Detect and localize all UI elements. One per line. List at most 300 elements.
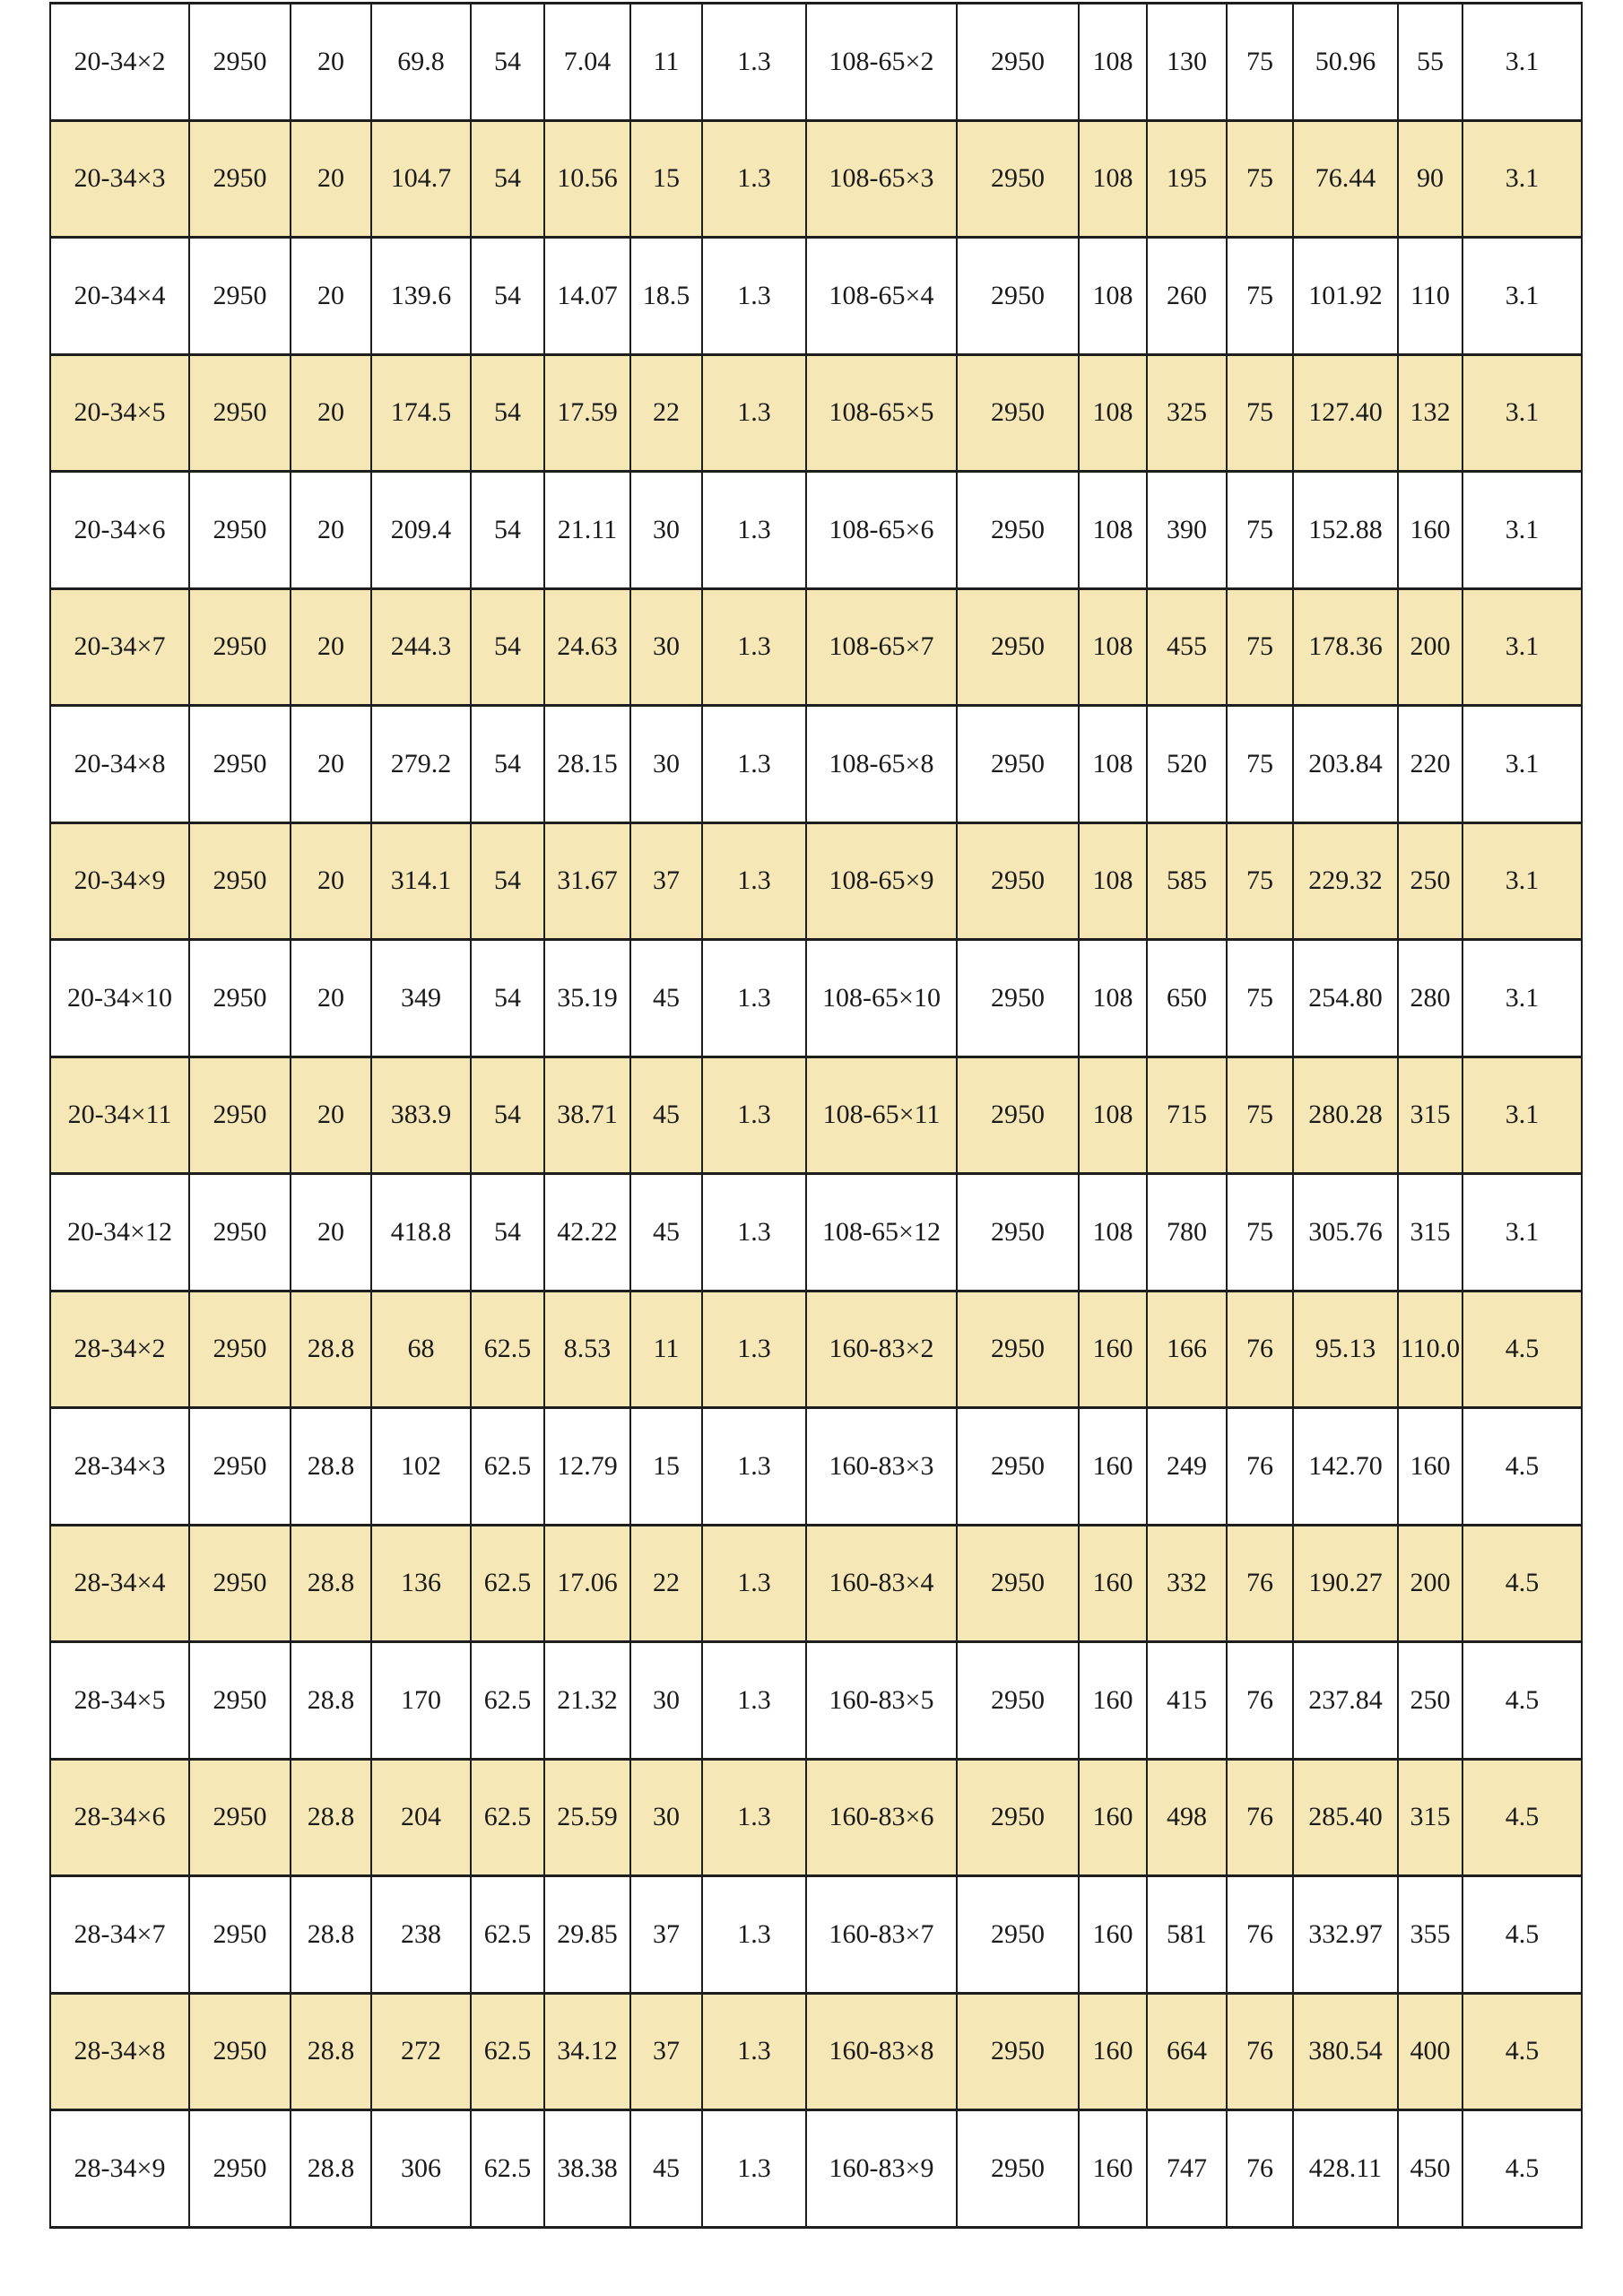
table-row [50,1993,1582,2110]
value-cell: 3.1 [1462,1057,1582,1174]
value-cell: 2950 [957,1174,1079,1292]
value-cell: 68 [371,1291,471,1408]
model-cell: 108-65×6 [806,472,957,589]
value-cell: 54 [471,706,544,823]
value-cell: 54 [471,472,544,589]
value-cell: 650 [1147,940,1227,1057]
value-cell: 30 [630,706,702,823]
value-cell: 400 [1398,1993,1462,2110]
value-cell: 50.96 [1293,4,1398,121]
model-cell: 160-83×2 [806,1291,957,1408]
table-row [50,472,1582,589]
value-cell: 209.4 [371,472,471,589]
model-cell: 108-65×11 [806,1057,957,1174]
value-cell: 17.59 [544,354,630,472]
value-cell: 28.15 [544,706,630,823]
value-cell: 62.5 [471,1993,544,2110]
value-cell: 62.5 [471,1291,544,1408]
model-cell: 28-34×7 [50,1876,189,1994]
value-cell: 75 [1227,120,1293,238]
value-cell: 130 [1147,4,1227,121]
value-cell: 136 [371,1525,471,1642]
value-cell: 1.3 [702,1759,806,1876]
value-cell: 76 [1227,1759,1293,1876]
value-cell: 142.70 [1293,1408,1398,1526]
value-cell: 20 [291,4,371,121]
value-cell: 2950 [189,1759,291,1876]
value-cell: 139.6 [371,238,471,355]
table-row [50,1525,1582,1642]
model-cell: 160-83×3 [806,1408,957,1526]
value-cell: 2950 [957,472,1079,589]
value-cell: 280 [1398,940,1462,1057]
value-cell: 315 [1398,1759,1462,1876]
model-cell: 20-34×9 [50,822,189,940]
value-cell: 2950 [189,1642,291,1760]
value-cell: 2950 [189,1876,291,1994]
value-cell: 520 [1147,706,1227,823]
value-cell: 3.1 [1462,588,1582,706]
value-cell: 4.5 [1462,1408,1582,1526]
value-cell: 54 [471,588,544,706]
value-cell: 220 [1398,706,1462,823]
value-cell: 3.1 [1462,472,1582,589]
value-cell: 3.1 [1462,354,1582,472]
value-cell: 2950 [189,1408,291,1526]
value-cell: 28.8 [291,2110,371,2228]
model-cell: 108-65×10 [806,940,957,1057]
value-cell: 108 [1079,822,1147,940]
value-cell: 34.12 [544,1993,630,2110]
value-cell: 24.63 [544,588,630,706]
value-cell: 10.56 [544,120,630,238]
value-cell: 272 [371,1993,471,2110]
model-cell: 20-34×3 [50,120,189,238]
value-cell: 35.19 [544,940,630,1057]
value-cell: 4.5 [1462,2110,1582,2228]
value-cell: 160 [1079,1408,1147,1526]
value-cell: 18.5 [630,238,702,355]
value-cell: 306 [371,2110,471,2228]
value-cell: 190.27 [1293,1525,1398,1642]
value-cell: 2950 [957,2110,1079,2228]
value-cell: 2950 [957,588,1079,706]
value-cell: 170 [371,1642,471,1760]
table-row [50,354,1582,472]
value-cell: 747 [1147,2110,1227,2228]
value-cell: 62.5 [471,1759,544,1876]
value-cell: 285.40 [1293,1759,1398,1876]
value-cell: 715 [1147,1057,1227,1174]
value-cell: 76.44 [1293,120,1398,238]
value-cell: 585 [1147,822,1227,940]
value-cell: 37 [630,1876,702,1994]
value-cell: 279.2 [371,706,471,823]
value-cell: 90 [1398,120,1462,238]
pump-spec-table [49,2,1583,2229]
value-cell: 1.3 [702,588,806,706]
value-cell: 104.7 [371,120,471,238]
value-cell: 2950 [189,588,291,706]
model-cell: 28-34×2 [50,1291,189,1408]
value-cell: 30 [630,1642,702,1760]
table-row [50,238,1582,355]
table-row [50,1642,1582,1760]
model-cell: 160-83×4 [806,1525,957,1642]
value-cell: 12.79 [544,1408,630,1526]
value-cell: 17.06 [544,1525,630,1642]
value-cell: 1.3 [702,940,806,1057]
value-cell: 62.5 [471,1876,544,1994]
value-cell: 20 [291,1057,371,1174]
value-cell: 31.67 [544,822,630,940]
value-cell: 3.1 [1462,1174,1582,1292]
value-cell: 11 [630,4,702,121]
model-cell: 20-34×10 [50,940,189,1057]
value-cell: 69.8 [371,4,471,121]
value-cell: 250 [1398,822,1462,940]
value-cell: 76 [1227,1876,1293,1994]
value-cell: 2950 [189,354,291,472]
model-cell: 108-65×12 [806,1174,957,1292]
value-cell: 108 [1079,4,1147,121]
value-cell: 3.1 [1462,120,1582,238]
table-row [50,588,1582,706]
table-row [50,1291,1582,1408]
value-cell: 3.1 [1462,706,1582,823]
value-cell: 1.3 [702,472,806,589]
value-cell: 37 [630,822,702,940]
table-row [50,4,1582,121]
value-cell: 22 [630,354,702,472]
model-cell: 20-34×5 [50,354,189,472]
value-cell: 2950 [189,120,291,238]
value-cell: 160 [1079,1291,1147,1408]
value-cell: 54 [471,120,544,238]
model-cell: 20-34×7 [50,588,189,706]
value-cell: 110 [1398,238,1462,355]
value-cell: 2950 [957,822,1079,940]
value-cell: 1.3 [702,706,806,823]
model-cell: 160-83×8 [806,1993,957,2110]
value-cell: 25.59 [544,1759,630,1876]
value-cell: 75 [1227,1057,1293,1174]
value-cell: 780 [1147,1174,1227,1292]
value-cell: 160 [1079,1525,1147,1642]
value-cell: 20 [291,588,371,706]
value-cell: 101.92 [1293,238,1398,355]
value-cell: 200 [1398,588,1462,706]
table-row [50,1759,1582,1876]
value-cell: 38.71 [544,1057,630,1174]
value-cell: 20 [291,238,371,355]
value-cell: 1.3 [702,120,806,238]
value-cell: 30 [630,588,702,706]
value-cell: 1.3 [702,2110,806,2228]
model-cell: 108-65×8 [806,706,957,823]
value-cell: 383.9 [371,1057,471,1174]
value-cell: 428.11 [1293,2110,1398,2228]
value-cell: 108 [1079,472,1147,589]
value-cell: 75 [1227,1174,1293,1292]
value-cell: 2950 [957,1876,1079,1994]
value-cell: 1.3 [702,1174,806,1292]
value-cell: 152.88 [1293,472,1398,589]
value-cell: 355 [1398,1876,1462,1994]
value-cell: 1.3 [702,1408,806,1526]
value-cell: 76 [1227,2110,1293,2228]
value-cell: 498 [1147,1759,1227,1876]
model-cell: 28-34×5 [50,1642,189,1760]
value-cell: 62.5 [471,1642,544,1760]
value-cell: 76 [1227,1993,1293,2110]
value-cell: 244.3 [371,588,471,706]
value-cell: 160 [1079,1642,1147,1760]
value-cell: 1.3 [702,4,806,121]
value-cell: 108 [1079,940,1147,1057]
value-cell: 20 [291,706,371,823]
value-cell: 75 [1227,238,1293,355]
value-cell: 108 [1079,588,1147,706]
value-cell: 1.3 [702,1057,806,1174]
table-body [50,4,1582,2228]
model-cell: 20-34×4 [50,238,189,355]
value-cell: 160 [1398,472,1462,589]
value-cell: 4.5 [1462,1759,1582,1876]
value-cell: 2950 [189,940,291,1057]
value-cell: 195 [1147,120,1227,238]
value-cell: 315 [1398,1057,1462,1174]
value-cell: 1.3 [702,1876,806,1994]
value-cell: 62.5 [471,1525,544,1642]
value-cell: 260 [1147,238,1227,355]
value-cell: 127.40 [1293,354,1398,472]
value-cell: 2950 [957,1408,1079,1526]
value-cell: 2950 [957,940,1079,1057]
value-cell: 2950 [957,1993,1079,2110]
value-cell: 2950 [957,1525,1079,1642]
model-cell: 28-34×9 [50,2110,189,2228]
value-cell: 2950 [957,1642,1079,1760]
value-cell: 15 [630,120,702,238]
value-cell: 42.22 [544,1174,630,1292]
value-cell: 132 [1398,354,1462,472]
value-cell: 76 [1227,1642,1293,1760]
model-cell: 28-34×3 [50,1408,189,1526]
value-cell: 108 [1079,1057,1147,1174]
value-cell: 2950 [957,354,1079,472]
model-cell: 160-83×7 [806,1876,957,1994]
value-cell: 30 [630,472,702,589]
value-cell: 2950 [957,706,1079,823]
value-cell: 3.1 [1462,940,1582,1057]
value-cell: 229.32 [1293,822,1398,940]
value-cell: 2950 [189,706,291,823]
value-cell: 45 [630,1057,702,1174]
value-cell: 75 [1227,588,1293,706]
value-cell: 54 [471,1174,544,1292]
value-cell: 237.84 [1293,1642,1398,1760]
value-cell: 238 [371,1876,471,1994]
value-cell: 1.3 [702,1525,806,1642]
value-cell: 28.8 [291,1291,371,1408]
value-cell: 76 [1227,1525,1293,1642]
table-row [50,1876,1582,1994]
model-cell: 28-34×8 [50,1993,189,2110]
value-cell: 160 [1398,1408,1462,1526]
value-cell: 54 [471,354,544,472]
value-cell: 54 [471,940,544,1057]
value-cell: 75 [1227,4,1293,121]
value-cell: 76 [1227,1408,1293,1526]
model-cell: 20-34×12 [50,1174,189,1292]
value-cell: 45 [630,940,702,1057]
value-cell: 108 [1079,354,1147,472]
value-cell: 28.8 [291,1876,371,1994]
value-cell: 1.3 [702,354,806,472]
value-cell: 349 [371,940,471,1057]
value-cell: 75 [1227,940,1293,1057]
value-cell: 2950 [189,822,291,940]
value-cell: 178.36 [1293,588,1398,706]
value-cell: 2950 [957,4,1079,121]
table-row [50,120,1582,238]
model-cell: 20-34×6 [50,472,189,589]
value-cell: 55 [1398,4,1462,121]
value-cell: 415 [1147,1642,1227,1760]
value-cell: 305.76 [1293,1174,1398,1292]
value-cell: 108 [1079,706,1147,823]
value-cell: 332 [1147,1525,1227,1642]
value-cell: 1.3 [702,822,806,940]
value-cell: 11 [630,1291,702,1408]
value-cell: 20 [291,940,371,1057]
model-cell: 20-34×11 [50,1057,189,1174]
value-cell: 20 [291,354,371,472]
model-cell: 28-34×4 [50,1525,189,1642]
value-cell: 28.8 [291,1408,371,1526]
value-cell: 450 [1398,2110,1462,2228]
value-cell: 95.13 [1293,1291,1398,1408]
value-cell: 332.97 [1293,1876,1398,1994]
value-cell: 7.04 [544,4,630,121]
value-cell: 22 [630,1525,702,1642]
value-cell: 204 [371,1759,471,1876]
value-cell: 75 [1227,706,1293,823]
table-row [50,940,1582,1057]
value-cell: 2950 [189,1174,291,1292]
value-cell: 2950 [189,1291,291,1408]
value-cell: 2950 [957,1057,1079,1174]
value-cell: 203.84 [1293,706,1398,823]
value-cell: 2950 [957,238,1079,355]
value-cell: 54 [471,1057,544,1174]
value-cell: 380.54 [1293,1993,1398,2110]
value-cell: 14.07 [544,238,630,355]
table-row [50,1408,1582,1526]
value-cell: 108 [1079,1174,1147,1292]
value-cell: 21.32 [544,1642,630,1760]
model-cell: 108-65×4 [806,238,957,355]
value-cell: 75 [1227,354,1293,472]
model-cell: 108-65×9 [806,822,957,940]
value-cell: 45 [630,1174,702,1292]
value-cell: 325 [1147,354,1227,472]
value-cell: 4.5 [1462,1642,1582,1760]
value-cell: 2950 [189,1057,291,1174]
value-cell: 2950 [189,238,291,355]
value-cell: 1.3 [702,1642,806,1760]
value-cell: 254.80 [1293,940,1398,1057]
value-cell: 4.5 [1462,1993,1582,2110]
value-cell: 20 [291,472,371,589]
model-cell: 20-34×2 [50,4,189,121]
value-cell: 160 [1079,1993,1147,2110]
value-cell: 108 [1079,120,1147,238]
value-cell: 20 [291,1174,371,1292]
value-cell: 250 [1398,1642,1462,1760]
value-cell: 280.28 [1293,1057,1398,1174]
value-cell: 15 [630,1408,702,1526]
value-cell: 1.3 [702,1291,806,1408]
table-row [50,1174,1582,1292]
value-cell: 664 [1147,1993,1227,2110]
model-cell: 160-83×6 [806,1759,957,1876]
value-cell: 75 [1227,472,1293,589]
value-cell: 8.53 [544,1291,630,1408]
value-cell: 54 [471,4,544,121]
value-cell: 28.8 [291,1759,371,1876]
model-cell: 108-65×3 [806,120,957,238]
value-cell: 581 [1147,1876,1227,1994]
value-cell: 3.1 [1462,4,1582,121]
value-cell: 2950 [189,2110,291,2228]
model-cell: 108-65×5 [806,354,957,472]
value-cell: 455 [1147,588,1227,706]
table-row [50,2110,1582,2228]
value-cell: 75 [1227,822,1293,940]
model-cell: 108-65×7 [806,588,957,706]
model-cell: 20-34×8 [50,706,189,823]
value-cell: 2950 [957,1759,1079,1876]
value-cell: 160 [1079,1759,1147,1876]
value-cell: 110.0 [1398,1291,1462,1408]
value-cell: 174.5 [371,354,471,472]
value-cell: 4.5 [1462,1876,1582,1994]
value-cell: 4.5 [1462,1525,1582,1642]
value-cell: 160 [1079,1876,1147,1994]
value-cell: 62.5 [471,1408,544,1526]
value-cell: 2950 [189,1993,291,2110]
value-cell: 160 [1079,2110,1147,2228]
value-cell: 37 [630,1993,702,2110]
model-cell: 28-34×6 [50,1759,189,1876]
value-cell: 28.8 [291,1642,371,1760]
value-cell: 2950 [957,1291,1079,1408]
value-cell: 2950 [189,472,291,589]
value-cell: 28.8 [291,1993,371,2110]
value-cell: 200 [1398,1525,1462,1642]
value-cell: 418.8 [371,1174,471,1292]
value-cell: 1.3 [702,238,806,355]
table-row [50,822,1582,940]
value-cell: 3.1 [1462,822,1582,940]
value-cell: 102 [371,1408,471,1526]
value-cell: 76 [1227,1291,1293,1408]
value-cell: 314.1 [371,822,471,940]
value-cell: 108 [1079,238,1147,355]
value-cell: 29.85 [544,1876,630,1994]
